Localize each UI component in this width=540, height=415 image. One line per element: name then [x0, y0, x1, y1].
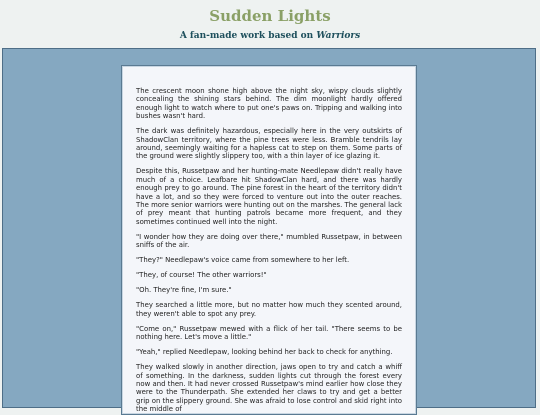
story-panel [121, 65, 417, 415]
site-title: Sudden Lights [209, 7, 331, 25]
story-paragraph-7: "Oh. They're fine, I'm sure." [136, 286, 232, 295]
story-paragraph-2: The dark was definitely hazardous, especially here in the very outskirts of ShadowClan territory, where the pine trees were less. Bramble tendrils lay around, seemingly waiting for a hapless cat to step on them. Some parts of the ground were slightly slippery too, with a thin layer of ice glazing it. [136, 127, 402, 161]
story-paragraph-3: Despite this, Russetpaw and her hunting-mate Needlepaw didn't really have much of a choice. Leafbare hit ShadowClan hard, and there was hardly enough prey to go around. The pine forest in the heart of the territory didn't have a lot, and so they were forced to venture out into the outer reaches. The more senior warriors were hunting out on the marshes. The general lack of prey meant that hunting patrols became more frequent, and they sometimes continued well into the night. [136, 167, 402, 226]
outer-frame [2, 48, 536, 414]
story-paragraph-5: "They?" Needlepaw's voice came from somewhere to her left. [136, 256, 350, 265]
story-paragraph-4: "I wonder how they are doing over there," mumbled Russetpaw, in between sniffs of the air. [136, 232, 402, 250]
story-paragraph-9: "Come on," Russetpaw mewed with a flick of her tail. "There seems to be nothing here. Let's move a little." [136, 324, 402, 342]
story-paragraph-6: "They, of course! The other warriors!" [136, 271, 267, 280]
subtitle-prefix: A fan-made work based on [179, 31, 314, 41]
story-paragraph-11: They walked slowly in another direction, jaws open to try and catch a whiff of something. In the darkness, sudden lights cut through the forest every now and then. It had never crossed Russetpaw's mind earlier how close they were to the Thunderpath. She extended her claws to try and get a better grip on the slippery ground. She was afraid to lose control and skid right into the middle of [136, 363, 402, 414]
site-subtitle [0, 31, 540, 41]
story-paragraph-1: The crescent moon shone high above the night sky, wispy clouds slightly concealing the shining stars behind. The dim moonlight hardly offered enough light to watch where to put one's paws on. Tripping and walking into bushes wasn't hard. [136, 87, 402, 121]
story-paragraph-8: They searched a little more, but no matter how much they scented around, they weren't able to spot any prey. [136, 301, 402, 318]
source-work-link[interactable]: Warriors [316, 31, 361, 41]
story-paragraph-10: "Yeah," replied Needlepaw, looking behind her back to check for anything. [136, 348, 393, 357]
